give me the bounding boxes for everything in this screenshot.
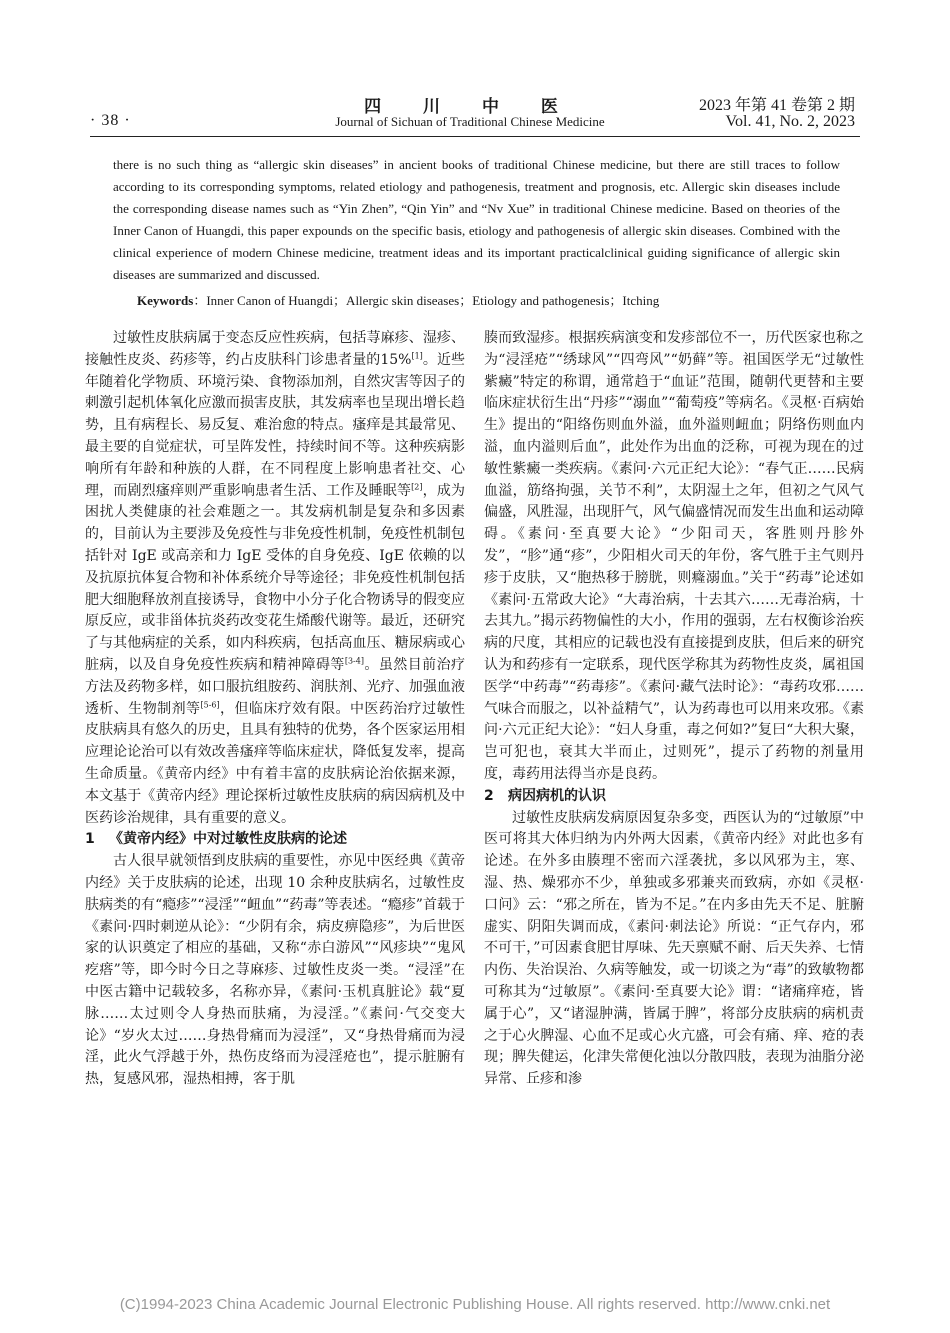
section-1-heading [85, 829, 465, 851]
page-header [0, 0, 950, 140]
intro-text-e: ，但临床疗效有限。中医药治疗过敏性皮肤病具有悠久的历史，且具有独特的优势，各个医家运用相应理论论治可以有效改善瘙痒等临床症状，降低复发率，提高生命质量。《黄帝内经》中有着丰富的皮肤病论治依据来源，本文基于《黄帝内经》理论探析过敏性皮肤病的病因病机及中医药诊治规律，具有重要的意义。 [85, 700, 466, 826]
citation-4: [5-6] [200, 699, 220, 709]
section-1-number: 1 [85, 831, 95, 848]
journal-title-cn: 四 川 中 医 [364, 97, 576, 117]
page-number: · 38 · [90, 112, 131, 129]
english-abstract: there is no such thing as “allergic skin diseases” in ancient books of traditional Chinese medicine, but there are still traces to follow according to its corresponding symptoms, related etiology and pathogenesis, treatment and prognosis, etc. Allergic skin diseases include the corresponding disease names such as “Yin Zhen”, “Qin Yin” and “Nv Xue” in traditional Chinese medicine. Based on theories of the Inner Canon of Huangdi, this paper expounds on the specific basis, etiology and pathogenesis of allergic skin diseases. Combined with the clinical experience of modern Chinese medicine, treatment ideas and its important practicalclinical guiding significance of allergic skin diseases are summarized and discussed. [113, 157, 840, 282]
left-column [85, 328, 465, 1091]
intro-text-d: 。虽然目前治疗方法及药物多样，如口服抗组胺药、润肤剂、光疗、加强血液透析、生物制剂等 [85, 656, 466, 717]
intro-paragraph [85, 328, 465, 829]
section-2-number: 2 [484, 787, 494, 804]
copyright-footer: (C)1994-2023 China Academic Journal Electronic Publishing House. All rights reserved. http://www.cnki.net [119, 1296, 831, 1313]
intro-text-a: 过敏性皮肤病属于变态反应性疾病，包括荨麻疹、湿疹、接触性皮炎、药疹等，约占皮肤科门诊患者量的15% [85, 330, 465, 368]
right-column [484, 328, 864, 1091]
citation-2: [2] [411, 481, 423, 491]
citation-1: [1] [411, 351, 423, 361]
section-2-title: 病因病机的认识 [508, 787, 606, 804]
keywords-line [137, 290, 857, 309]
journal-title-en: Journal of Sichuan of Traditional Chinese Medicine [335, 114, 605, 129]
header-rule [90, 136, 860, 137]
keywords-text: ：Inner Canon of Huangdi；Allergic skin diseases；Etiology and pathogenesis；Itching [193, 293, 660, 308]
issue-info-en: Vol. 41, No. 2, 2023 [725, 113, 855, 130]
section-1-paragraph-continued: 腠而致湿疹。根据疾病演变和发疹部位不一，历代医家也称之为“浸淫疮”“绣球风”“四弯风”“奶藓”等。祖国医学无“过敏性紫癜”特定的称谓，通常趋于“血证”范围，随朝代更替和主要临床症状衍生出“丹疹”“溺血”“葡萄疫”等病名。《灵枢·百病始生》提出的“阳络伤则血外溢，血外溢则衄血；阴络伤则血内溢，血内溢则后血”，此处作为出血的泛称，可视为现在的过敏性紫癜一类疾病。《素问·六元正纪大论》：“春气正……民病血溢，筋络拘强，关节不利”，太阴湿土之年，但初之气风气偏盛，风胜湿，出现肝气，风气偏盛情况而发生出血和运动障碍。《素问·至真要大论》“少阳司天，客胜则丹胗外发”，“胗”通“疹”，少阳相火司天的年份，客气胜于主气则丹疹于皮肤，又“胞热移于膀胱，则癃溺血。”关于“药毒”论述如《素问·五常政大论》“大毒治病，十去其六……无毒治病，十去其九。”揭示药物偏性的大小，作用的强弱，左右权衡诊治疾病的尺度，其相应的记载也没有直接提到皮肤，但后来的研究认为和药疹有一定联系，现代医学称其为药物性皮炎，属祖国医学“中药毒”“药毒疹”。《素问·藏气法时论》：“毒药攻邪……气味合而服之，以补益精气”，认为药毒也可以用来攻邪。《素问·六元正纪大论》：“妇人身重，毒之何如?”复曰“大积大聚，岂可犯也，衰其大半而止，过则死”，提示了药物的剂量用度，毒药用法得当亦是良药。 [484, 330, 864, 782]
intro-text-b: 。近些年随着化学物质、环境污染、食物添加剂，自然灾害等因子的刺激引起机体氧化应激而损害皮肤，其发病率也呈现出增长趋势，且有病程长、易反复、难治愈的特点。瘙痒是其最常见、最主要的自觉症状，可呈阵发性，持续时间不等。这种疾病影响所有年龄和种族的人群，在不同程度上影响患者社交、心理，而剧烈瘙痒则严重影响患者生活、工作及睡眠等 [85, 351, 466, 499]
section-2-paragraph: 过敏性皮肤病发病原因复杂多变，西医认为的“过敏原”中医可将其大体归纳为内外两大因素，《黄帝内经》对此也多有论述。在外多由腠理不密而六淫袭扰，多以风邪为主，寒、湿、热、燥邪亦不少，单独或多邪兼夹而致病，亦如《灵枢·口问》云：“邪之所在，皆为不足。”在内多由先天不足、脏腑虚实、阴阳失调而成，《素问·刺法论》所说：“正气存内，邪不可干，”可因素食肥甘厚味、先天禀赋不耐、后天失养、七情内伤、失治误治、久病等触发，或一切谈之为“毒”的致敏物都可称其为“过敏原”。《素问·至真要大论》谓：“诸痛痒疮，皆属于心”，又“诸湿肿满，皆属于脾”，将部分皮肤病的病机责之于心火脾湿、心血不足或心火亢盛，可会有痛、痒、疮的表现；脾失健运，化津失常便化浊以分散四肢，表现为油脂分泌异常、丘疹和渗 [484, 809, 864, 1088]
issue-info-cn: 2023 年第 41 卷第 2 期 [698, 97, 855, 114]
section-1-paragraph: 古人很早就领悟到皮肤病的重要性，亦见中医经典《黄帝内经》关于皮肤病的论述，出现 10 余种皮肤病名，过敏性皮肤病类的有“瘾疹”“浸淫”“衄血”“药毒”等表述。“瘾疹”首载于《素问·四时刺逆从论》：“少阴有余，病皮痹隐疹”，为后世医家的认识奠定了相应的基础，又称“赤白游风”“风疹块”“鬼风疙瘩”等，即今时今日之荨麻疹、过敏性皮炎一类。“浸淫”在中医古籍中记载较多，名称亦异，《素问·玉机真脏论》载“夏脉……太过则令人身热而肤痛，为浸淫。”《素问·气交变大论》“岁火太过……身热骨痛而为浸淫”，又“身热骨痛而为浸淫，此火气浮越于外，热伤皮络而为浸淫疮也”，提示脏腑有热，复感风邪，湿热相搏，客于肌 [85, 853, 465, 1088]
intro-text-c: ，成为困扰人类健康的社会难题之一。其发病机制是复杂和多因素的，目前认为主要涉及免疫性与非免疫性机制，免疫性机制包括针对 IgE 或高亲和力 IgE 受体的自身免疫、IgE 依赖的以及抗原抗体复合物和补体系统介导等途径；非免疫性机制包括肥大细胞释放剂直接诱导，食物中小分子化合物诱导的假变应原反应，或非甾体抗炎药改变花生烯酸代谢等。最近，还研究了与其他病症的关系，如内科疾病，包括高血压、糖尿病或心脏病，以及自身免疫性疾病和精神障碍等 [85, 482, 466, 673]
section-2-heading [484, 786, 864, 808]
section-1-title: 《黄帝内经》中对过敏性皮肤病的论述 [109, 831, 347, 848]
keywords-label: Keywords [137, 293, 194, 308]
citation-3: [3-4] [344, 656, 364, 666]
